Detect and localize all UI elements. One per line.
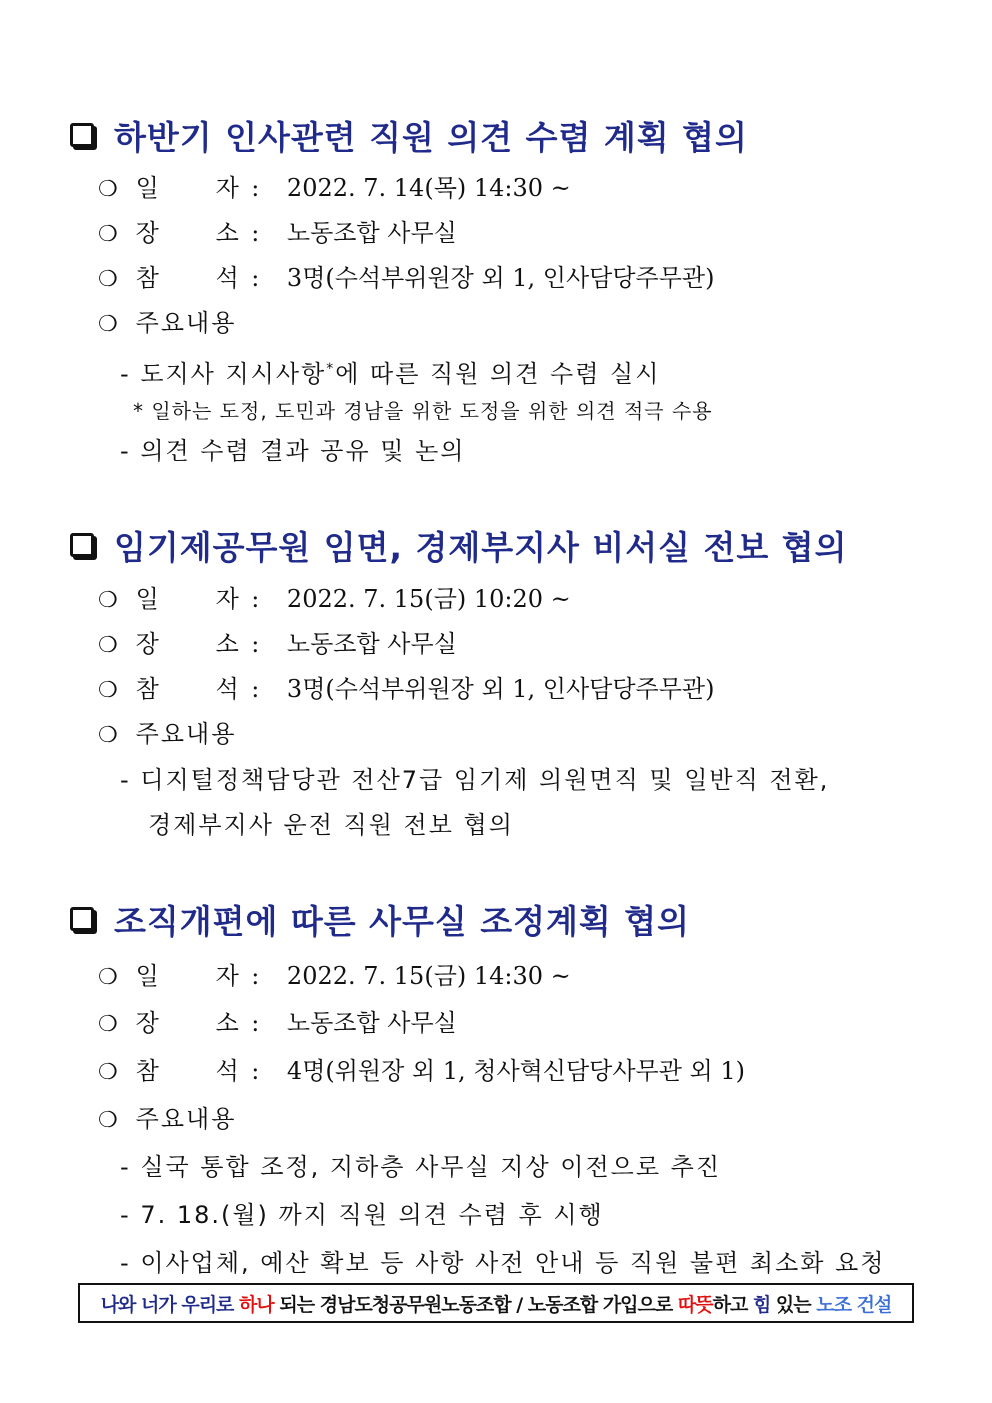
section-1-place-row	[98, 218, 457, 250]
detail-text: 도지사 지시사항	[140, 360, 327, 388]
section-3-attendees-row	[98, 1056, 745, 1088]
section-1-content-label-row	[98, 308, 236, 340]
section-2-date-row	[98, 584, 571, 616]
date-value: 2022. 7. 14(목) 14:30 ~	[286, 174, 571, 202]
section-1-heading	[70, 113, 748, 157]
section-3-detail-1	[120, 1152, 721, 1182]
slogan-part-4: 경남도청공무원노동조합 / 노동조합 가입으로	[319, 1293, 673, 1316]
detail-text: 디지털정책담당관 전산7급 임기제 의원면직 및 일반직 전환,	[140, 766, 830, 794]
section-3-content-label-row	[98, 1104, 236, 1136]
section-2-detail-1	[120, 765, 829, 795]
circle-bullet-icon: ❍	[98, 222, 118, 247]
footer-slogan-box	[78, 1283, 914, 1323]
section-3-heading	[70, 897, 690, 941]
date-value: 2022. 7. 15(금) 14:30 ~	[286, 962, 571, 990]
content-label: 주요내용	[135, 309, 237, 337]
section-2-content-label-row	[98, 719, 236, 751]
kv-separator: :	[251, 630, 260, 658]
place-key: 장 소	[135, 219, 239, 247]
attendees-key: 참 석	[135, 1057, 239, 1085]
section-3-title: 조직개편에 따른 사무실 조정계획 협의	[114, 901, 691, 941]
place-value: 노동조합 사무실	[286, 630, 457, 658]
detail-text-after: 에 따른 직원 의견 수렴 실시	[335, 360, 661, 388]
circle-bullet-icon: ❍	[98, 1012, 118, 1037]
attendees-key: 참 석	[135, 264, 239, 292]
section-1-note: * 일하는 도정, 도민과 경남을 위한 도정을 위한 의견 적극 수용	[133, 399, 713, 423]
date-key: 일 자	[135, 585, 239, 613]
place-key: 장 소	[135, 630, 239, 658]
date-value: 2022. 7. 15(금) 10:20 ~	[286, 585, 571, 613]
dash-bullet: -	[120, 1201, 131, 1229]
date-key: 일 자	[135, 174, 239, 202]
place-value: 노동조합 사무실	[286, 1009, 457, 1037]
section-1-date-row	[98, 173, 571, 205]
circle-bullet-icon: ❍	[98, 723, 118, 748]
section-2-heading	[70, 523, 848, 567]
attendees-value: 3명(수석부위원장 외 1, 인사담당주무관)	[286, 675, 715, 703]
detail-text: 의견 수렴 결과 공유 및 논의	[140, 437, 466, 465]
checkbox-icon	[70, 907, 94, 931]
section-1-attendees-row	[98, 263, 714, 295]
section-2-title: 임기제공무원 임면, 경제부지사 비서실 전보 협의	[114, 527, 848, 567]
section-1-detail-1	[120, 354, 660, 389]
kv-separator: :	[251, 585, 260, 613]
place-value: 노동조합 사무실	[286, 219, 457, 247]
slogan-part-3: 되는	[279, 1293, 315, 1316]
kv-separator: :	[251, 219, 260, 247]
checkbox-icon	[70, 123, 94, 147]
attendees-value: 4명(위원장 외 1, 청사혁신담당사무관 외 1)	[286, 1057, 745, 1085]
content-label: 주요내용	[135, 1105, 237, 1133]
kv-separator: :	[251, 1057, 260, 1085]
circle-bullet-icon: ❍	[98, 1108, 118, 1133]
dash-bullet: -	[120, 1249, 131, 1277]
dash-bullet: -	[120, 360, 131, 388]
slogan-part-7: 힘	[752, 1293, 771, 1316]
dash-bullet: -	[120, 1153, 131, 1181]
detail-text: 실국 통합 조정, 지하층 사무실 지상 이전으로 추진	[140, 1153, 722, 1181]
kv-separator: :	[251, 1009, 260, 1037]
footnote-marker: *	[326, 361, 336, 377]
circle-bullet-icon: ❍	[98, 312, 118, 337]
circle-bullet-icon: ❍	[98, 267, 118, 292]
slogan-part-5: 따뜻	[677, 1293, 713, 1316]
slogan-part-1: 나와 너가 우리로	[100, 1293, 234, 1316]
circle-bullet-icon: ❍	[98, 965, 118, 990]
circle-bullet-icon: ❍	[98, 177, 118, 202]
circle-bullet-icon: ❍	[98, 633, 118, 658]
section-2-detail-1-continued: 경제부지사 운전 직원 전보 협의	[148, 811, 514, 839]
detail-text: 이사업체, 예산 확보 등 사항 사전 안내 등 직원 불편 최소화 요청	[140, 1249, 886, 1277]
kv-separator: :	[251, 174, 260, 202]
dash-bullet: -	[120, 766, 131, 794]
section-3-place-row	[98, 1008, 457, 1040]
circle-bullet-icon: ❍	[98, 1060, 118, 1085]
slogan-part-2: 하나	[239, 1293, 274, 1316]
section-3-detail-3	[120, 1248, 885, 1278]
circle-bullet-icon: ❍	[98, 588, 118, 613]
checkbox-icon	[70, 533, 94, 557]
section-2-attendees-row	[98, 674, 714, 706]
attendees-key: 참 석	[135, 675, 239, 703]
kv-separator: :	[251, 962, 260, 990]
dash-bullet: -	[120, 437, 131, 465]
slogan-part-9: 노조 건설	[816, 1293, 892, 1316]
kv-separator: :	[251, 675, 260, 703]
content-label: 주요내용	[135, 720, 237, 748]
detail-text: 7. 18.(월) 까지 직원 의견 수렴 후 시행	[140, 1201, 604, 1229]
section-1-title: 하반기 인사관련 직원 의견 수렴 계획 협의	[114, 117, 748, 157]
kv-separator: :	[251, 264, 260, 292]
slogan-part-6: 하고	[712, 1293, 748, 1316]
slogan-part-8: 있는	[775, 1293, 811, 1316]
section-2-place-row	[98, 629, 457, 661]
date-key: 일 자	[135, 962, 239, 990]
attendees-value: 3명(수석부위원장 외 1, 인사담당주무관)	[286, 264, 715, 292]
place-key: 장 소	[135, 1009, 239, 1037]
circle-bullet-icon: ❍	[98, 678, 118, 703]
section-3-date-row	[98, 961, 571, 993]
section-3-detail-2	[120, 1200, 604, 1230]
section-1-detail-2	[120, 436, 465, 466]
